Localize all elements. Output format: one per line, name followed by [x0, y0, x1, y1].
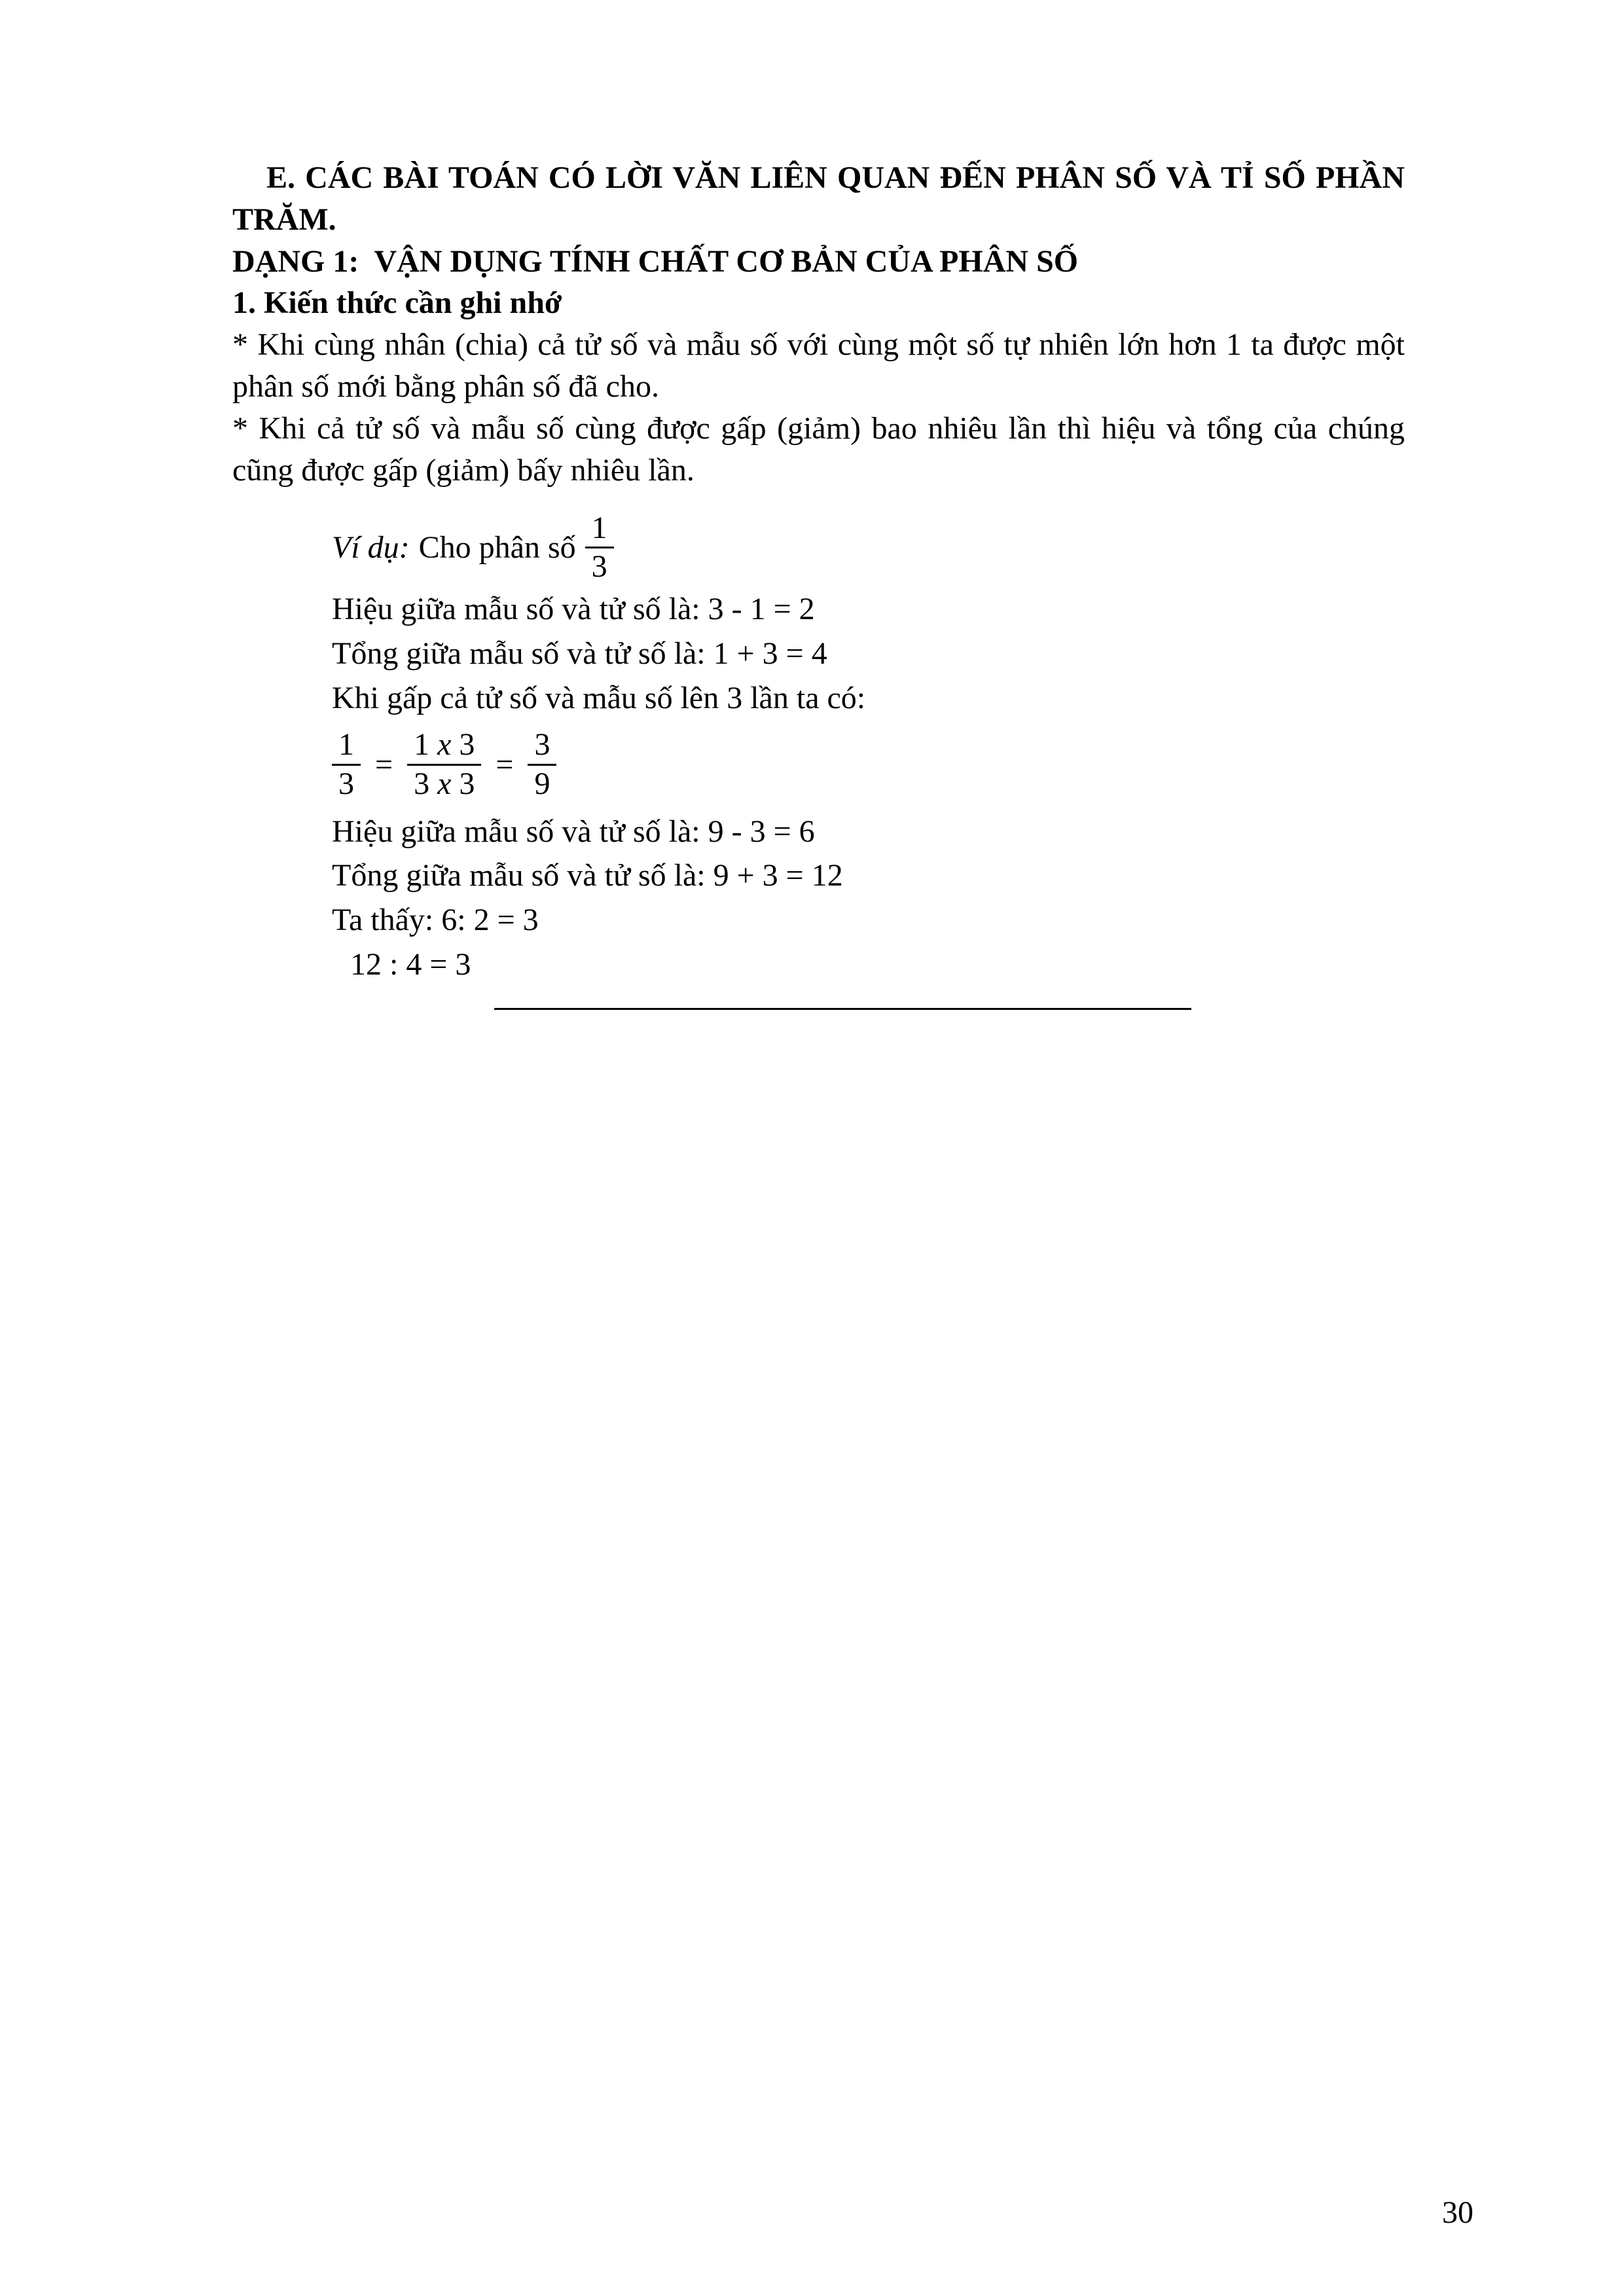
sum-line-2: Tổng giữa mẫu số và tử số là: 9 + 3 = 12 [332, 858, 843, 893]
fraction-numerator: 1 x 3 [414, 727, 475, 762]
conclusion-line-1: Ta thấy: 6: 2 = 3 [332, 903, 539, 938]
fraction-numerator: 1 [338, 727, 354, 762]
fraction-denominator: 3 [585, 547, 614, 586]
fraction-expanded [407, 726, 481, 802]
fraction-denominator: 3 [332, 764, 361, 803]
multiplication-x: x [437, 766, 452, 801]
example-block [332, 510, 1405, 986]
equals-sign: = [375, 747, 393, 782]
fraction-denominator: 3 x 3 [407, 764, 481, 803]
fraction-numerator: 3 [534, 727, 550, 762]
fraction-equation [332, 726, 1405, 802]
divider-line [494, 1008, 1191, 1010]
fraction-one-third [585, 510, 614, 586]
difference-line-2: Hiệu giữa mẫu số và tử số là: 9 - 3 = 6 [332, 814, 815, 849]
kienthuc-heading: 1. Kiến thức cần ghi nhớ [232, 285, 562, 321]
multiply-line: Khi gấp cả tử số và mẫu số lên 3 lần ta có: [332, 680, 866, 715]
example-intro [332, 510, 1405, 586]
sum-line-1: Tổng giữa mẫu số và tử số là: 1 + 3 = 4 [332, 636, 827, 671]
page-number: 30 [1442, 2195, 1473, 2231]
section-heading: E. CÁC BÀI TOÁN CÓ LỜI VĂN LIÊN QUAN ĐẾN PHÂN SỐ VÀ TỈ SỐ PHẦN TRĂM. [232, 160, 1413, 237]
fraction-denominator: 9 [528, 764, 556, 803]
equals-sign: = [496, 747, 514, 782]
fraction-three-ninths [528, 726, 556, 802]
example-label: Ví dụ: [332, 529, 410, 565]
fraction-one-third [332, 726, 361, 802]
dang1-heading: DẠNG 1: VẬN DỤNG TÍNH CHẤT CƠ BẢN CỦA PHÂN SỐ [232, 243, 1079, 279]
difference-line-1: Hiệu giữa mẫu số và tử số là: 3 - 1 = 2 [332, 591, 815, 626]
rule-paragraph-1: * Khi cùng nhân (chia) cả tử số và mẫu số với cùng một số tự nhiên lớn hơn 1 ta được một phân số mới bằng phân số đã cho. [232, 327, 1405, 404]
example-intro-text: Cho phân số [418, 529, 576, 565]
multiplication-x: x [437, 727, 452, 762]
rule-paragraph-2: * Khi cả tử số và mẫu số cùng được gấp (giảm) bao nhiêu lần thì hiệu và tổng của chúng cũng được gấp (giảm) bấy nhiêu lần. [232, 410, 1405, 488]
conclusion-line-2: 12 : 4 = 3 [350, 947, 471, 982]
fraction-numerator: 1 [591, 510, 607, 545]
